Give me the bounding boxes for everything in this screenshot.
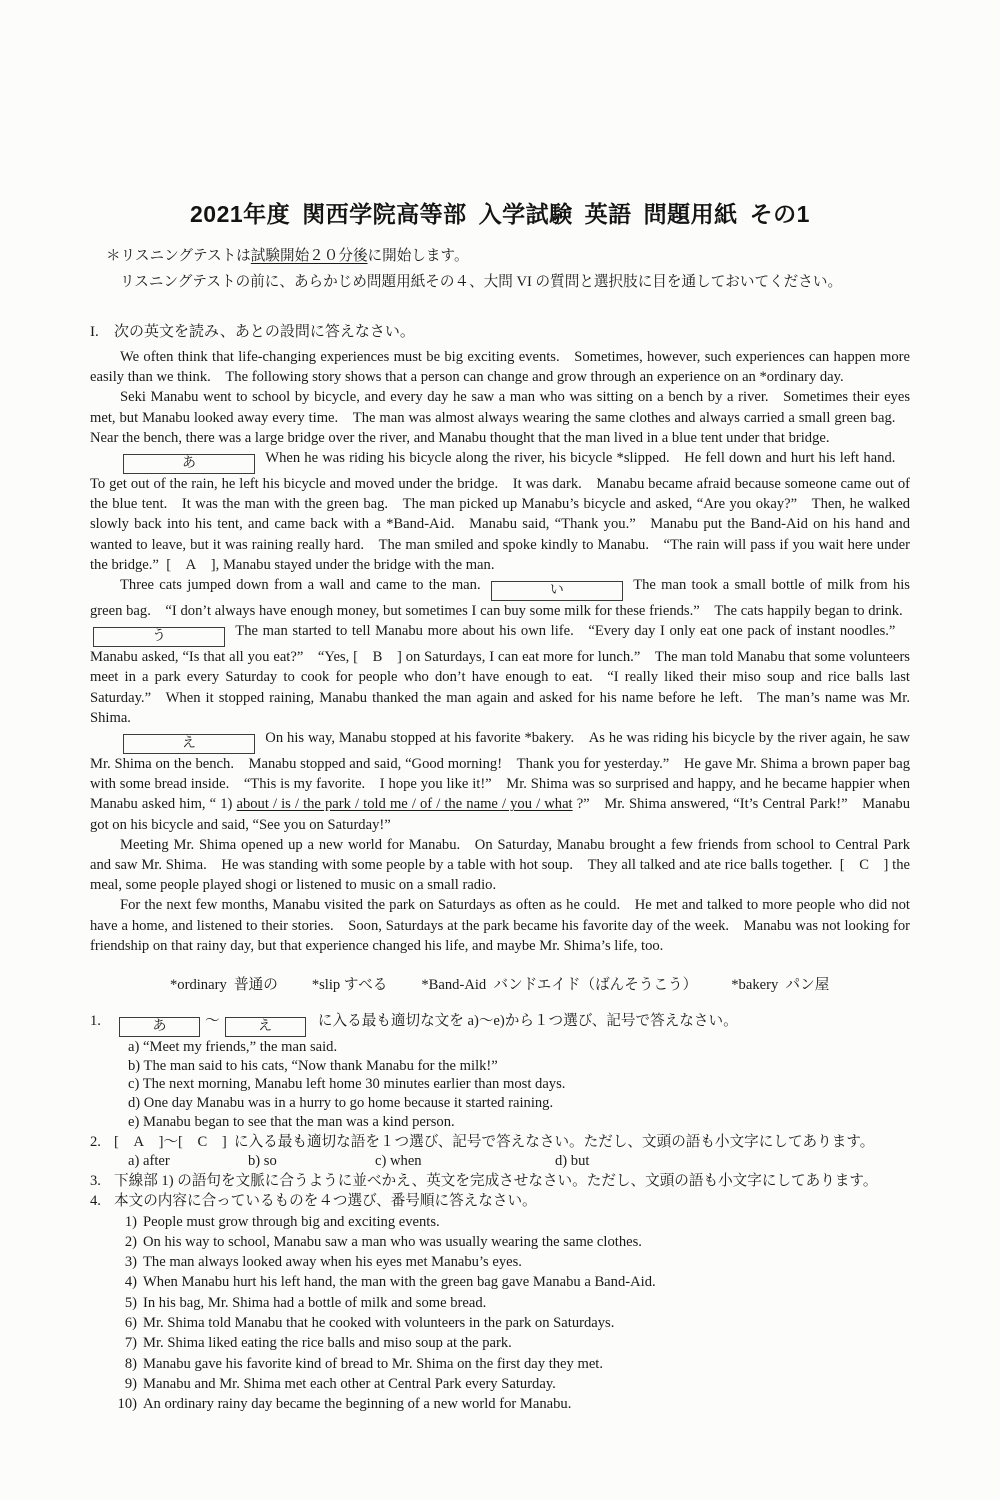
note-1-suffix: に開始します。 (367, 248, 469, 264)
q2-option-c: c) when (375, 1152, 422, 1169)
statement-text: When Manabu hurt his left hand, the man with the green bag gave Manabu a Band-Aid. (143, 1274, 656, 1291)
q4-statement-4 (90, 1272, 910, 1292)
paragraph-4-text-1: Three cats jumped down from a wall and came to the man. (120, 577, 488, 594)
q4-statement-5 (90, 1293, 910, 1313)
question-2-text: に入る最も適切な語を１つ選び、記号で答えなさい。ただし、文頭の語も小文字にしてあります。 (226, 1133, 875, 1150)
glossary-item-slip: *slip すべる (311, 977, 388, 994)
blank-box-u: う (93, 627, 225, 647)
note-1-prefix: ＊リスニングテストは (106, 248, 251, 264)
section-instruction: 次の英文を読み、あとの設問に答えなさい。 (114, 324, 415, 340)
q2-option-b: b) so (248, 1152, 277, 1169)
q4-statement-7 (90, 1333, 910, 1353)
passage-paragraph-2: Seki Manabu went to school by bicycle, and every day he saw a man who was sitting on a bench by a river. Sometimes their eyes met, but Manabu looked away every time. The man was almost always wearing the same clothes and always carried a small green bag. Near the bench, there was a large bridge over the river, and Manabu thought that the man lived in a blue tent under that bridge. (90, 389, 910, 446)
section-heading (90, 320, 910, 341)
passage-paragraph-6 (90, 835, 910, 896)
question-3-number: 3. (90, 1172, 101, 1189)
passage-paragraph-5 (90, 728, 910, 835)
section-numeral: I. (90, 324, 99, 340)
statement-label: 7) (124, 1335, 137, 1352)
statement-label: 5) (124, 1294, 137, 1311)
paragraph-3-text-1: When he was riding his bicycle along the river, his bicycle *slipped. He fell down and hurt his left hand. To get out of the rain, he left his bicycle and moved under the bridge. It was dark. Manabu became afraid because someone came out of the blue tent. It was the man with the green bag. The man picked up Manabu’s bicycle and asked, “Are you okay?” Then, he walked slowly back into his tent, and came back with a *Band-Aid. Manabu said, “Thank you.” Manabu put the Band-Aid on his hand and wanted to leave, but it was raining really hard. The man smiled and spoke kindly to Manabu. “The rain will pass if you wait here under the bridge.” (90, 450, 910, 573)
question-2-number: 2. (90, 1133, 101, 1150)
question-1-text: に入る最も適切な文を a)～e)から１つ選び、記号で答えなさい。 (310, 1013, 738, 1030)
question-1-options (128, 1038, 910, 1132)
q4-statement-10 (90, 1394, 910, 1414)
note-1-underlined: 試験開始２０分後 (250, 248, 368, 264)
blank-bracket-a: [ A ] (166, 556, 216, 573)
q1-option-b: b) The man said to his cats, “Now thank Manabu for the milk!” (128, 1057, 498, 1074)
statement-text: Manabu and Mr. Shima met each other at Central Park every Saturday. (143, 1375, 556, 1392)
q1-blank-box-e: え (225, 1017, 306, 1037)
paragraph-4-text-4: on Saturdays, I can eat more for lunch.” The man told Manabu that some volunteers meet in a park every Saturday to cook for people who don’t have enough to eat. “I really liked their miso soup and rice balls last Saturday.” When it stopped raining, Manabu thanked the man again and asked for his name before he left. The man’s name was Mr. Shima. (90, 649, 910, 726)
paragraph-5-text-1: On his way, Manabu stopped at his favorite *bakery. As he was riding his bicycle by the river again, he saw Mr. Shima on the bench. Manabu stopped and said, “Good morning! Thank you for yesterday.” He gave Mr. Shima a brown paper bag with some bread inside. “This is my favorite. I hope you like it!” Mr. Shima was so surprised and happy, and he became happier when Manabu asked him, “ 1) (90, 730, 910, 813)
statement-label: 8) (124, 1355, 137, 1372)
question-2-options (128, 1152, 910, 1171)
glossary-item-bandaid: *Band-Aid バンドエイド（ばんそうこう） (421, 977, 698, 994)
statement-text: Manabu gave his favorite kind of bread to Mr. Shima on the first day they met. (143, 1355, 604, 1372)
listening-notes (90, 243, 910, 295)
blank-box-i: い (491, 581, 623, 601)
paragraph-6-text-2: the meal, some people played shogi or listened to music on a small radio. (90, 857, 911, 894)
q4-statement-8 (90, 1354, 910, 1374)
blank-box-a: あ (123, 454, 255, 474)
underlined-phrase-1: about / is / the park / told me / of / the name / you / what (236, 796, 573, 813)
q1-option-e: e) Manabu began to see that the man was a kind person. (128, 1113, 455, 1130)
passage-paragraph-1: We often think that life-changing experiences must be big exciting events. Sometimes, however, such experiences can happen more easily than we think. The following story shows that a person can change and grow through an experience on an *ordinary day. (90, 349, 910, 386)
statement-label: 6) (124, 1315, 137, 1332)
q4-statement-1 (90, 1212, 910, 1232)
blank-bracket-c: [ C ] (839, 857, 889, 874)
question-4-statements (90, 1212, 910, 1415)
statement-label: 1) (124, 1213, 137, 1230)
listening-note-2: リスニングテストの前に、あらかじめ問題用紙その４、大問 VI の質問と選択肢に目を通しておいてください。 (120, 274, 843, 290)
statement-label: 3) (124, 1254, 137, 1271)
paragraph-3-text-2: , Manabu stayed under the bridge with the man. (215, 556, 495, 573)
passage-paragraph-3 (90, 448, 910, 575)
q4-statement-2 (90, 1232, 910, 1252)
question-3 (90, 1171, 910, 1191)
blank-box-e: え (123, 734, 255, 754)
q1-option-c: c) The next morning, Manabu left home 30 minutes earlier than most days. (128, 1076, 566, 1093)
q2-option-a: a) after (128, 1152, 170, 1169)
page-title: 2021年度 関西学院高等部 入学試験 英語 問題用紙 その1 (190, 201, 810, 227)
q4-statement-6 (90, 1313, 910, 1333)
paragraph-6-text-1: Meeting Mr. Shima opened up a new world for Manabu. On Saturday, Manabu brought a few friends from school to Central Park and saw Mr. Shima. He was standing with some people by a table with hot soup. They all talked and ate rice balls together. (90, 836, 910, 874)
paragraph-5-text-2: ?” Mr. Shima answered, “It’s Central Park!” Manabu got on his bicycle and said, “See you on Saturday!” (90, 796, 910, 833)
statement-text: On his way to school, Manabu saw a man who was usually wearing the same clothes. (143, 1233, 642, 1250)
statement-text: Mr. Shima told Manabu that he cooked with volunteers in the park on Saturdays. (143, 1315, 615, 1332)
glossary-item-ordinary: *ordinary 普通の (170, 977, 278, 994)
question-4-number: 4. (90, 1192, 101, 1209)
statement-label: 9) (124, 1375, 137, 1392)
q1-tilde: ～ (205, 1013, 220, 1030)
q4-statement-9 (90, 1374, 910, 1394)
statement-label: 4) (124, 1274, 137, 1291)
paragraph-4-text-2: The man took a small bottle of milk from his green bag. “I don’t always have enough money, but sometimes I can buy some milk for these friends.” The cats happily began to drink. (90, 577, 910, 620)
question-2 (90, 1132, 910, 1152)
q4-statement-3 (90, 1252, 910, 1272)
q1-blank-box-a: あ (119, 1017, 200, 1037)
statement-text: The man always looked away when his eyes met Manabu’s eyes. (143, 1254, 522, 1271)
q1-option-d: d) One day Manabu was in a hurry to go home because it started raining. (128, 1095, 554, 1112)
statement-text: In his bag, Mr. Shima had a bottle of milk and some bread. (143, 1294, 487, 1311)
passage-paragraph-7: For the next few months, Manabu visited the park on Saturdays as often as he could. He met and talked to more people who did not have a home, and listened to their stories. Soon, Saturdays at the park became his favorite day of the week. Manabu was not looking for friendship on that rainy day, but that experience changed his life, and maybe Mr. Shima’s life, too. (90, 897, 910, 954)
q2-option-d: d) but (555, 1152, 590, 1169)
questions-section (90, 1009, 910, 1414)
statement-text: An ordinary rainy day became the beginning of a new world for Manabu. (143, 1396, 572, 1413)
statement-label: 10) (117, 1396, 137, 1413)
q1-option-a: a) “Meet my friends,” the man said. (128, 1039, 338, 1056)
statement-label: 2) (124, 1233, 137, 1250)
paragraph-4-text-3: The man started to tell Manabu more about his own life. “Every day I only eat one pack of instant noodles.” Manabu asked, “Is that all you eat?” “Yes, (90, 623, 910, 666)
question-1-number: 1. (90, 1013, 101, 1030)
glossary (170, 973, 910, 994)
question-1 (90, 1009, 910, 1037)
statement-text: People must grow through big and exciting events. (143, 1213, 440, 1230)
glossary-item-bakery: *bakery パン屋 (731, 977, 830, 994)
blank-bracket-b: [ B ] (353, 649, 402, 666)
question-4-text: 本文の内容に合っているものを４つ選び、番号順に答えなさい。 (114, 1192, 537, 1209)
question-3-text: 下線部 1) の語句を文脈に合うように並べかえ、英文を完成させなさい。ただし、文頭の語も小文字にしてあります。 (114, 1172, 878, 1189)
passage-paragraph-4 (90, 575, 910, 728)
q2-bracket-range: [ A ]～[ C ] (114, 1133, 227, 1150)
reading-passage (90, 347, 910, 956)
listening-note-1 (106, 243, 910, 269)
question-4 (90, 1191, 910, 1211)
statement-text: Mr. Shima liked eating the rice balls and miso soup at the park. (143, 1335, 512, 1352)
